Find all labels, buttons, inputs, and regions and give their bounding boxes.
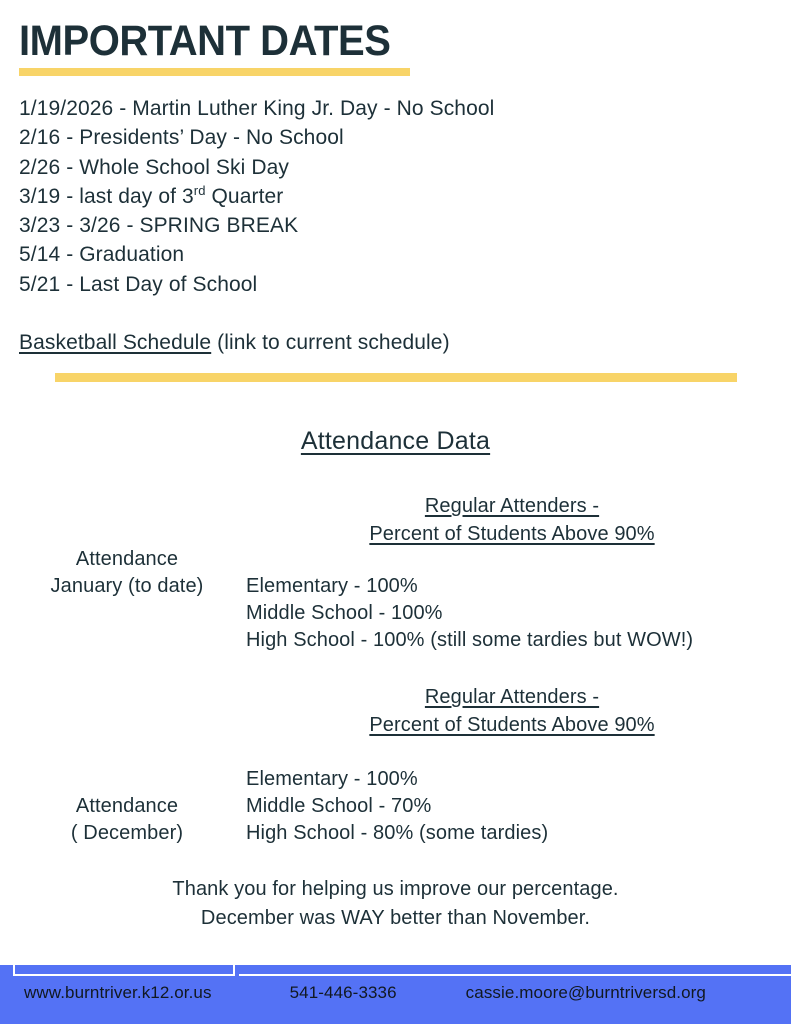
date-item-quarter-end — [19, 182, 739, 211]
thank-you-line2: December was WAY better than November. — [200, 907, 591, 929]
january-sub-heading — [352, 492, 672, 548]
date-item-last-day: 5/21 - Last Day of School — [19, 272, 258, 296]
december-sub-heading-line2-text: Percent of Students Above 90% — [369, 714, 655, 736]
attendance-data-heading-text: Attendance Data — [300, 427, 491, 455]
date-item-spring-break: 3/23 - 3/26 - SPRING BREAK — [19, 214, 299, 238]
december-sub-heading-line1 — [352, 683, 672, 711]
date-item-ski-day: 2/26 - Whole School Ski Day — [19, 155, 289, 179]
footer-email[interactable]: cassie.moore@burntriversd.org — [465, 983, 706, 1002]
footer-website[interactable]: www.burntriver.k12.or.us — [24, 983, 212, 1002]
january-attendance-rows — [246, 573, 693, 654]
thank-you-message — [0, 875, 791, 933]
thank-you-line1: Thank you for helping us improve our percentage. — [172, 878, 619, 900]
title-underline-bar — [19, 68, 410, 76]
january-row-elementary: Elementary - 100% — [246, 575, 418, 597]
contact-footer — [0, 963, 791, 1024]
january-sub-heading-line2-text: Percent of Students Above 90% — [369, 523, 655, 545]
title-block — [19, 18, 418, 76]
date-quarter-ordinal: rd — [193, 182, 206, 198]
december-sub-heading-line2 — [352, 711, 672, 739]
december-attendance-rows — [246, 766, 548, 847]
basketball-schedule-link[interactable]: Basketball Schedule — [19, 331, 212, 354]
footer-contact-items — [0, 983, 791, 1003]
january-sub-heading-line1-text: Regular Attenders - — [424, 495, 600, 517]
december-row-high-school: High School - 80% (some tardies) — [246, 822, 549, 844]
december-sub-heading-line1-text: Regular Attenders - — [424, 686, 600, 708]
yellow-divider-bar — [55, 373, 737, 382]
attendance-data-heading — [0, 425, 791, 457]
january-label-line1: Attendance — [75, 548, 179, 570]
date-quarter-prefix: 3/19 - last day of 3 — [19, 184, 194, 208]
basketball-schedule-note: (link to current schedule) — [211, 331, 450, 354]
page-title: IMPORTANT DATES — [19, 17, 391, 65]
january-row-middle-school: Middle School - 100% — [246, 602, 443, 624]
date-item-mlk: 1/19/2026 - Martin Luther King Jr. Day - No School — [19, 97, 495, 120]
date-item-graduation: 5/14 - Graduation — [19, 243, 185, 267]
footer-right-tab — [239, 965, 791, 976]
january-sub-heading-line2 — [352, 520, 672, 548]
date-quarter-suffix: Quarter — [205, 184, 284, 208]
footer-left-tab — [13, 965, 235, 976]
december-label-line1: Attendance — [75, 795, 179, 817]
basketball-schedule-line — [19, 328, 450, 357]
december-row-elementary: Elementary - 100% — [246, 768, 418, 790]
january-label-line2: January (to date) — [50, 575, 204, 597]
january-sub-heading-line1 — [352, 492, 672, 520]
december-label-line2: ( December) — [70, 822, 184, 844]
footer-phone[interactable]: 541-446-3336 — [289, 983, 397, 1002]
december-sub-heading — [352, 683, 672, 739]
january-row-high-school: High School - 100% (still some tardies but WOW!) — [246, 629, 694, 651]
important-dates-list — [19, 94, 739, 299]
december-label-column — [8, 793, 246, 847]
december-row-middle-school: Middle School - 70% — [246, 795, 432, 817]
january-label-column — [8, 546, 246, 600]
date-item-presidents: 2/16 - Presidents’ Day - No School — [19, 126, 344, 150]
